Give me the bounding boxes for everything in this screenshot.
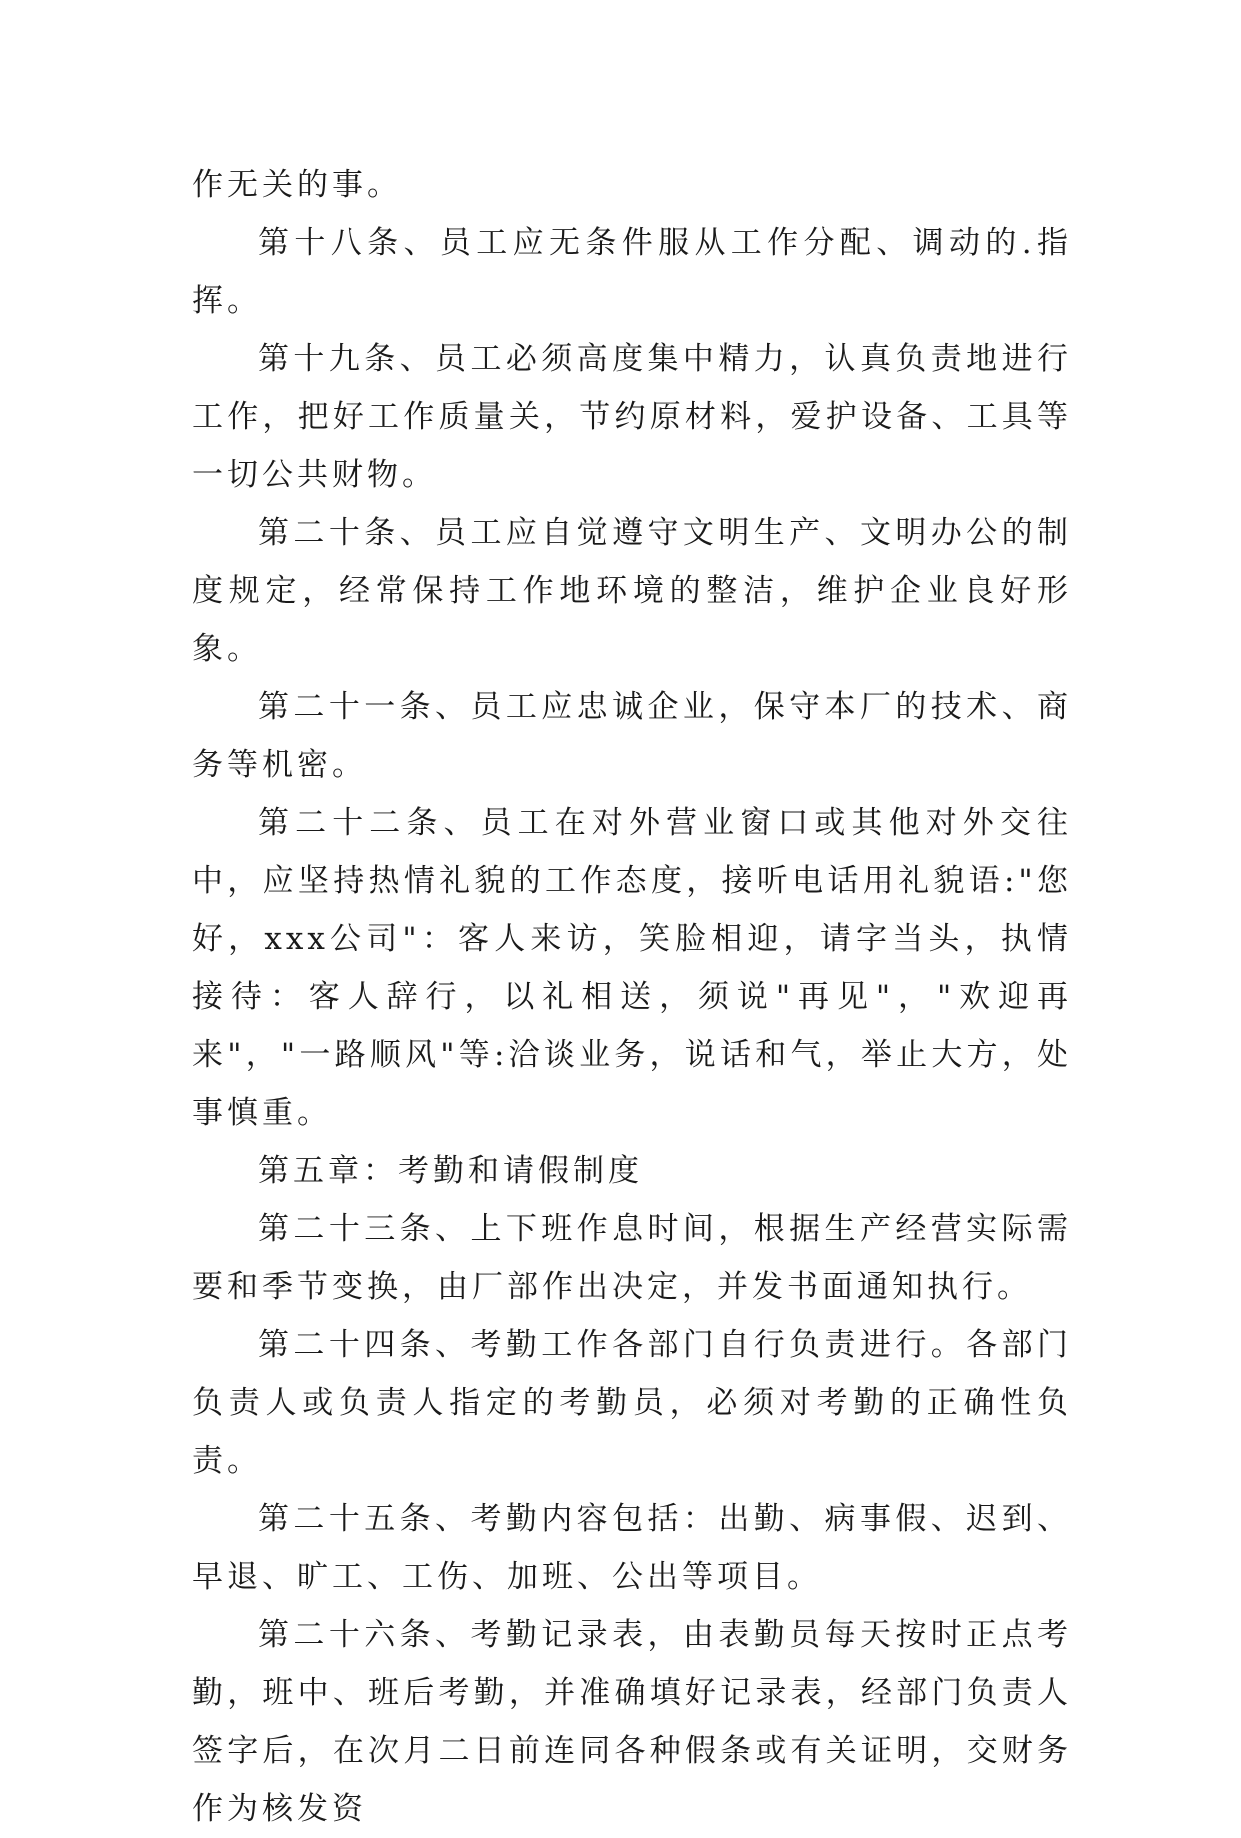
article-26: 第二十六条、考勤记录表，由表勤员每天按时正点考勤，班中、班后考勤，并准确填好记录表，经部门负责人签字后，在次月二日前连同各种假条或有关证明，交财务作为核发资: [192, 1617, 1072, 1827]
article-24: 第二十四条、考勤工作各部门自行负责进行。各部门负责人或负责人指定的考勤员，必须对考勤的正确性负责。: [192, 1327, 1072, 1479]
article-22: 第二十二条、员工在对外营业窗口或其他对外交往中，应坚持热情礼貌的工作态度，接听电话用礼貌语:"您好，xxx公司"：客人来访，笑脸相迎，请字当头，执情接待：客人辞行，以礼相送，须说"再见"，"欢迎再来"，"一路顺风"等:洽谈业务，说话和气，举止大方，处事慎重。: [192, 805, 1072, 1131]
article-18: 第十八条、员工应无条件服从工作分配、调动的.指挥。: [192, 225, 1072, 319]
article-19: 第十九条、员工必须高度集中精力，认真负责地进行工作，把好工作质量关，节约原材料，爱护设备、工具等一切公共财物。: [192, 341, 1072, 493]
article-20: 第二十条、员工应自觉遵守文明生产、文明办公的制度规定，经常保持工作地环境的整洁，维护企业良好形象。: [192, 515, 1072, 667]
article-21: 第二十一条、员工应忠诚企业，保守本厂的技术、商务等机密。: [192, 689, 1072, 783]
paragraph-continuation: 作无关的事。: [192, 167, 402, 203]
document-body: [192, 156, 1072, 1838]
chapter-5-heading: 第五章：考勤和请假制度: [258, 1153, 643, 1189]
article-23: 第二十三条、上下班作息时间，根据生产经营实际需要和季节变换，由厂部作出决定，并发书面通知执行。: [192, 1211, 1072, 1305]
article-25: 第二十五条、考勤内容包括：出勤、病事假、迟到、早退、旷工、工伤、加班、公出等项目。: [192, 1501, 1072, 1595]
